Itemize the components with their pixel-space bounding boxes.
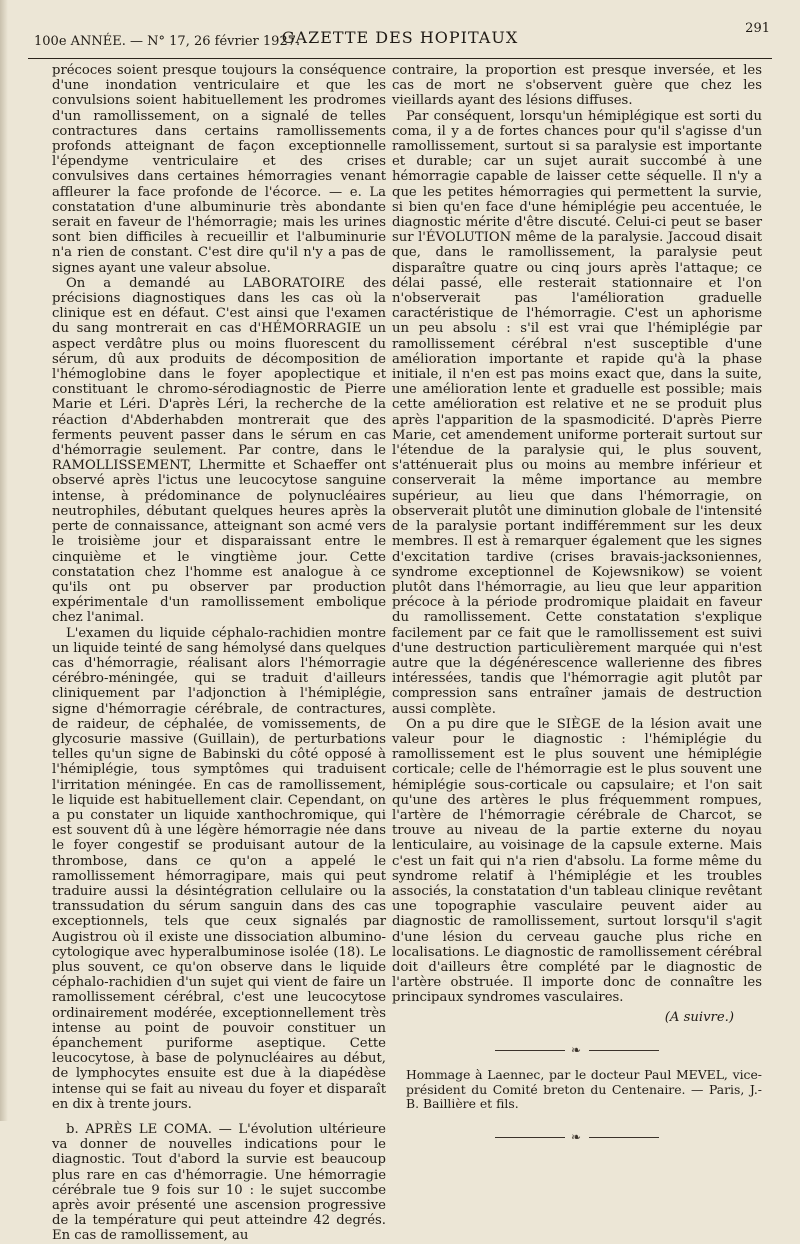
paragraph: b. APRÈS LE COMA. — L'évolution ultérieure va donner de nouvelles indications pour le diagnostic. Tout d'abord la survie est beaucoup plus rare en cas d'hémorragie. Une hémorragie cérébrale tue 9 fois sur 10 : le sujet succombe après avoir présenté une ascension progressive de la température qui peut atteindre 42 degrés. En cas de ramollissement, au bbox=[52, 1122, 386, 1244]
paragraph: Par conséquent, lorsqu'un hémiplégique est sorti du coma, il y a de fortes chances pour qu'il s'agisse d'un ramollissement, surtout si sa paralysie est importante et durable; car un sujet aurait succombé à une hémorragie capable de laisser cette séquelle. Il n'y a que les petites hémorragies qui permettent la survie, si bien qu'en face d'une hémiplégie peu accentuée, le diagnostic mérite d'être discuté. Celui-ci peut se baser sur l'ÉVOLUTION même de la paralysie. Jaccoud disait que, dans le ramollissement, la paralysie peut disparaître quatre ou cinq jours après l'attaque; ce délai passé, elle resterait stationnaire et l'on n'observerait pas l'amélioration graduelle caractéristique de l'hémorragie. C'est un aphorisme un peu absolu : s'il est vrai que l'hémiplégie par ramollissement cérébral n'est susceptible d'une amélioration importante et rapide qu'à la phase initiale, il n'en est pas moins exact que, dans la suite, une amélioration lente et graduelle est possible; mais cette amélioration est relative et ne se produit plus après l'apparition de la spasmodicité. D'après Pierre Marie, cet amendement uniforme porterait surtout sur l'étendue de la paralysie qui, le plus souvent, s'atténuerait plus ou moins au membre inférieur et conserverait la même importance au membre supérieur, au lieu que dans l'hémorragie, on observerait plutôt une diminution globale de l'intensité de la paralysie portant indifféremment sur les deux membres. Il est à remarquer également que les signes d'excitation tardive (crises bravais-jacksoniennes, syndrome exceptionnel de Kojewsnikow) se voient plutôt dans l'hémorragie, au lieu que leur apparition précoce à la période prodromique plaidait en faveur du ramollissement. Cette constatation s'explique facilement par ce fait que le ramollissement est suivi d'une destruction particulièrement marquée qui n'est autre que la dégénérescence wallerienne des fibres intéressées, tandis que l'hémorragie agit plutôt par compression sans entraîner jamais de destruction aussi complète. bbox=[392, 108, 762, 717]
paragraph: On a demandé au LABORATOIRE des précisions diagnostiques dans les cas où la clinique est en défaut. C'est ainsi que l'examen du sang montrerait en cas d'HÉMORRAGIE un aspect verdâtre plus ou moins fluorescent du sérum, dû aux produits de décomposition de l'hémoglobine dans le foyer apoplectique et constituant le chromo-sérodiagnostic de Pierre Marie et Léri. D'après Léri, la recherche de la réaction d'Abderhabden montrerait que des ferments peuvent passer dans le sérum en cas d'hémorragie seulement. Par contre, dans le RAMOLLISSEMENT, Lhermitte et Schaeffer ont observé après l'ictus une leucocytose sanguine intense, à prédominance de polynucléaires neutrophiles, débutant quelques heures après la perte de connaissance, atteignant son acmé vers le troisième jour et disparaissant entre le cinquième et le vingtième jour. Cette constatation chez l'homme est analogue à ce qu'ils ont pu observer par production expérimentale d'un ramollissement embolique chez l'animal. bbox=[52, 275, 386, 626]
issue-line: 100e ANNÉE. — N° 17, 26 février 1927. bbox=[34, 34, 301, 49]
paragraph: contraire, la proportion est presque inversée, et les cas de mort ne s'observent guère que chez les vieillards ayant des lésions diffuses. bbox=[392, 63, 762, 109]
paragraph: précoces soient presque toujours la conséquence d'une inondation ventriculaire et que les convulsions soient habituellement les prodromes d'un ramollissement, on a signalé de telles contractures dans certains ramollissements profonds atteignant de façon exceptionnelle l'épendyme ventriculaire et des crises convulsives dans certaines hémorragies venant affleurer la face profonde de l'écorce. — e. La constatation d'une albuminurie très abondante serait en faveur de l'hémorragie; mais les urines sont bien difficiles à recueillir et l'albuminurie n'a rien de constant. C'est dire qu'il n'y a pas de signes ayant une valeur absolue. bbox=[52, 63, 386, 276]
page-edge bbox=[0, 0, 8, 1121]
book-notice: Hommage à Laennec, par le docteur Paul MEVEL, vice-président du Comité breton du Centenaire. — Paris, J.-B. Baillière et fils. bbox=[406, 1067, 762, 1111]
left-column bbox=[52, 63, 386, 1244]
right-column bbox=[392, 63, 762, 1155]
journal-title: GAZETTE DES HOPITAUX bbox=[281, 28, 519, 47]
to-be-continued: (A suivre.) bbox=[664, 1009, 734, 1025]
paragraph: On a pu dire que le SIÈGE de la lésion avait une valeur pour le diagnostic : l'hémiplégie du ramollissement est le plus souvent une hémiplégie corticale; celle de l'hémorragie est le plus souvent une hémiplégie sous-corticale ou capsulaire; et l'on sait qu'une des artères le plus fréquemment rompues, l'artère de l'hémorragie cérébrale de Charcot, se trouve au niveau de la partie externe du noyau lenticulaire, au voisinage de la capsule externe. Mais c'est un fait qui n'a rien d'absolu. La forme même du syndrome relatif à l'hémiplégie et les troubles associés, la constatation d'un tableau clinique revêtant une topographie vasculaire peuvent aider au diagnostic de ramollissement, surtout lorsqu'il s'agit d'une lésion du cerveau gauche plus riche en localisations. Le diagnostic de ramollissement cérébral doit d'ailleurs être complété par le diagnostic de l'artère obstruée. Il importe donc de connaître les principaux syndromes vasculaires. bbox=[392, 716, 762, 1006]
separator-ornament: ❧ bbox=[392, 1130, 762, 1145]
page-number: 291 bbox=[745, 21, 770, 36]
paragraph: L'examen du liquide céphalo-rachidien montre un liquide teinté de sang hémolysé dans quelques cas d'hémorragie, réalisant alors l'hémorragie cérébro-méningée, qui se traduit d'ailleurs cliniquement par l'adjonction à l'hémiplégie, signe d'hémorragie cérébrale, de contractures, de raideur, de céphalée, de vomissements, de glycosurie massive (Guillain), de perturbations telles qu'un signe de Babinski du côté opposé à l'hémiplégie, tous symptômes qui traduisent l'irritation méningée. En cas de ramollissement, le liquide est habituellement clair. Cependant, on a pu constater un liquide xanthochromique, qui est souvent dû à une légère hémorragie née dans le foyer congestif se produisant autour de la thrombose, dans ce qu'on a appelé le ramollissement hémorragipare, mais qui peut traduire aussi la désintégration cellulaire ou la transsudation du sérum sanguin dans des cas exceptionnels, tels que ceux signalés par Augistrou où il existe une dissociation albumino-cytologique avec hyperalbuminose isolée (18). Le plus souvent, ce qu'on observe dans le liquide céphalo-rachidien d'un sujet qui vient de faire un ramollissement cérébral, c'est une leucocytose ordinairement modérée, exceptionnellement très intense au point de pouvoir constituer un épanchement puriforme aseptique. Cette leucocytose, à base de polynucléaires au début, de lymphocytes ensuite est due à la diapédèse intense qui se fait au niveau du foyer et disparaît en dix à trente jours. bbox=[52, 625, 386, 1112]
separator-ornament: ❧ bbox=[392, 1043, 762, 1058]
page-header bbox=[28, 18, 772, 59]
